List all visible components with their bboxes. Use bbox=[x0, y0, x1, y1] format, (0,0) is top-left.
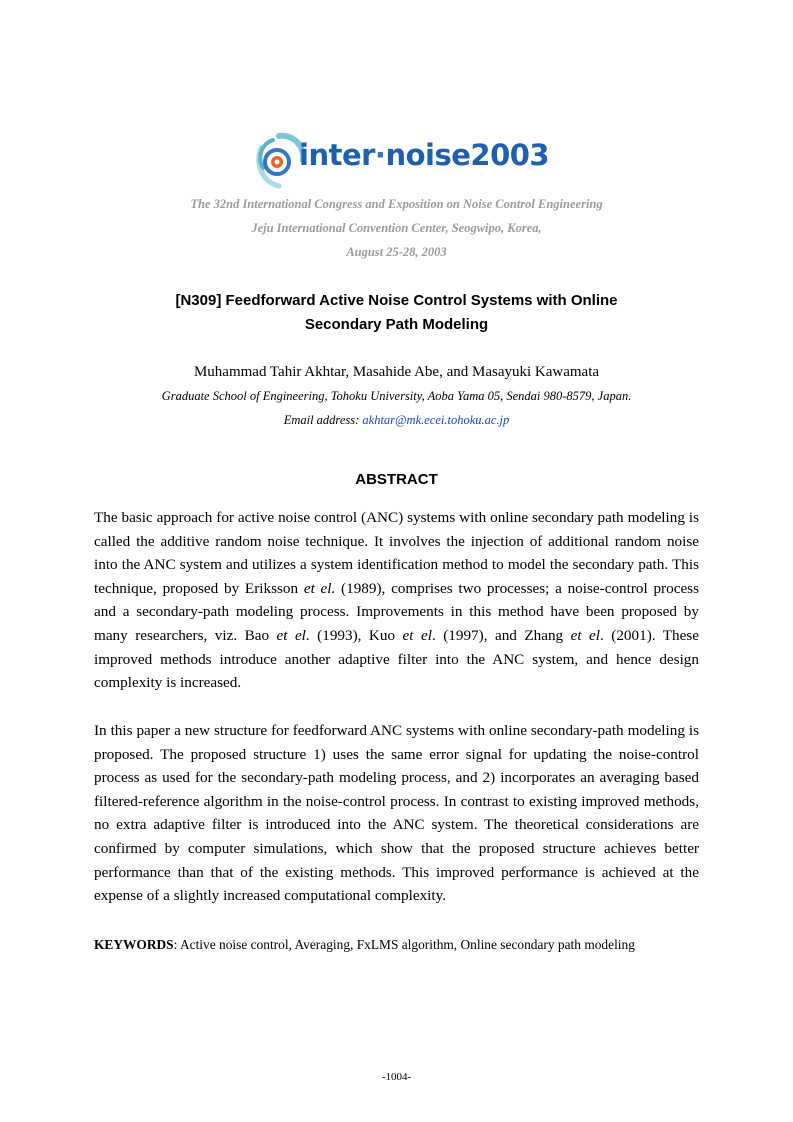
paper-title-line2: Secondary Path Modeling bbox=[304, 316, 489, 333]
paper-authors: Muhammad Tahir Akhtar, Masahide Abe, and Masayuki Kawamata bbox=[193, 364, 600, 380]
logo-wordmark bbox=[299, 138, 549, 172]
paper-email-line bbox=[0, 413, 793, 428]
logo-separator: · bbox=[374, 138, 386, 172]
conference-logo bbox=[253, 132, 550, 190]
paper-affiliation: Graduate School of Engineering, Tohoku University, Aoba Yama 05, Sendai 980-8579, Japan. bbox=[161, 389, 632, 403]
abstract-paragraph-1: The basic approach for active noise control (ANC) systems with online secondary path modeling is called the additive random noise technique. It involves the injection of additional random noise into the ANC system and utilizes a system identification method to model the secondary path. This technique, proposed by Eriksson et el. (1989), comprises two processes; a noise-control process and a secondary-path modeling process. Improvements in this method have been proposed by many researchers, viz. Bao et el. (1993), Kuo et el. (1997), and Zhang et el. (2001). These improved methods introduce another adaptive filter into the ANC system, and hence design complexity is increased. bbox=[94, 509, 700, 692]
conference-dates: August 25-28, 2003 bbox=[346, 245, 447, 259]
swirl-logo-icon bbox=[253, 132, 305, 190]
paper-title-line1: [N309] Feedforward Active Noise Control Systems with Online bbox=[175, 292, 618, 309]
email-label: Email address: bbox=[283, 413, 363, 427]
conference-name: The 32nd International Congress and Exposition on Noise Control Engineering bbox=[190, 197, 603, 211]
abstract-paragraph-2: In this paper a new structure for feedforward ANC systems with online secondary-path modeling is proposed. The proposed structure 1) uses the same error signal for updating the noise-control process as used for the secondary-path modeling process, and 2) incorporates an averaging based filtered-reference algorithm in the noise-control process. In contrast to existing improved methods, no extra adaptive filter is introduced into the ANC system. The theoretical considerations are confirmed by computer simulations, which show that the proposed structure achieves better performance than that of the existing methods. This improved performance is achieved at the expense of a slightly increased computational complexity. bbox=[94, 722, 699, 905]
page-number: -1004- bbox=[381, 1071, 412, 1083]
keywords-text: : Active noise control, Averaging, FxLMS algorithm, Online secondary path modeling bbox=[173, 937, 635, 952]
keywords-line bbox=[94, 937, 635, 953]
paper-title bbox=[0, 289, 793, 337]
logo-text-part1: inter bbox=[299, 138, 375, 172]
conference-venue: Jeju International Convention Center, Seogwipo, Korea, bbox=[251, 221, 542, 235]
abstract-heading: ABSTRACT bbox=[355, 471, 438, 488]
logo-text-part2: noise2003 bbox=[385, 138, 550, 172]
keywords-label: KEYWORDS bbox=[94, 937, 174, 952]
email-link[interactable]: akhtar@mk.ecei.tohoku.ac.jp bbox=[362, 413, 510, 427]
